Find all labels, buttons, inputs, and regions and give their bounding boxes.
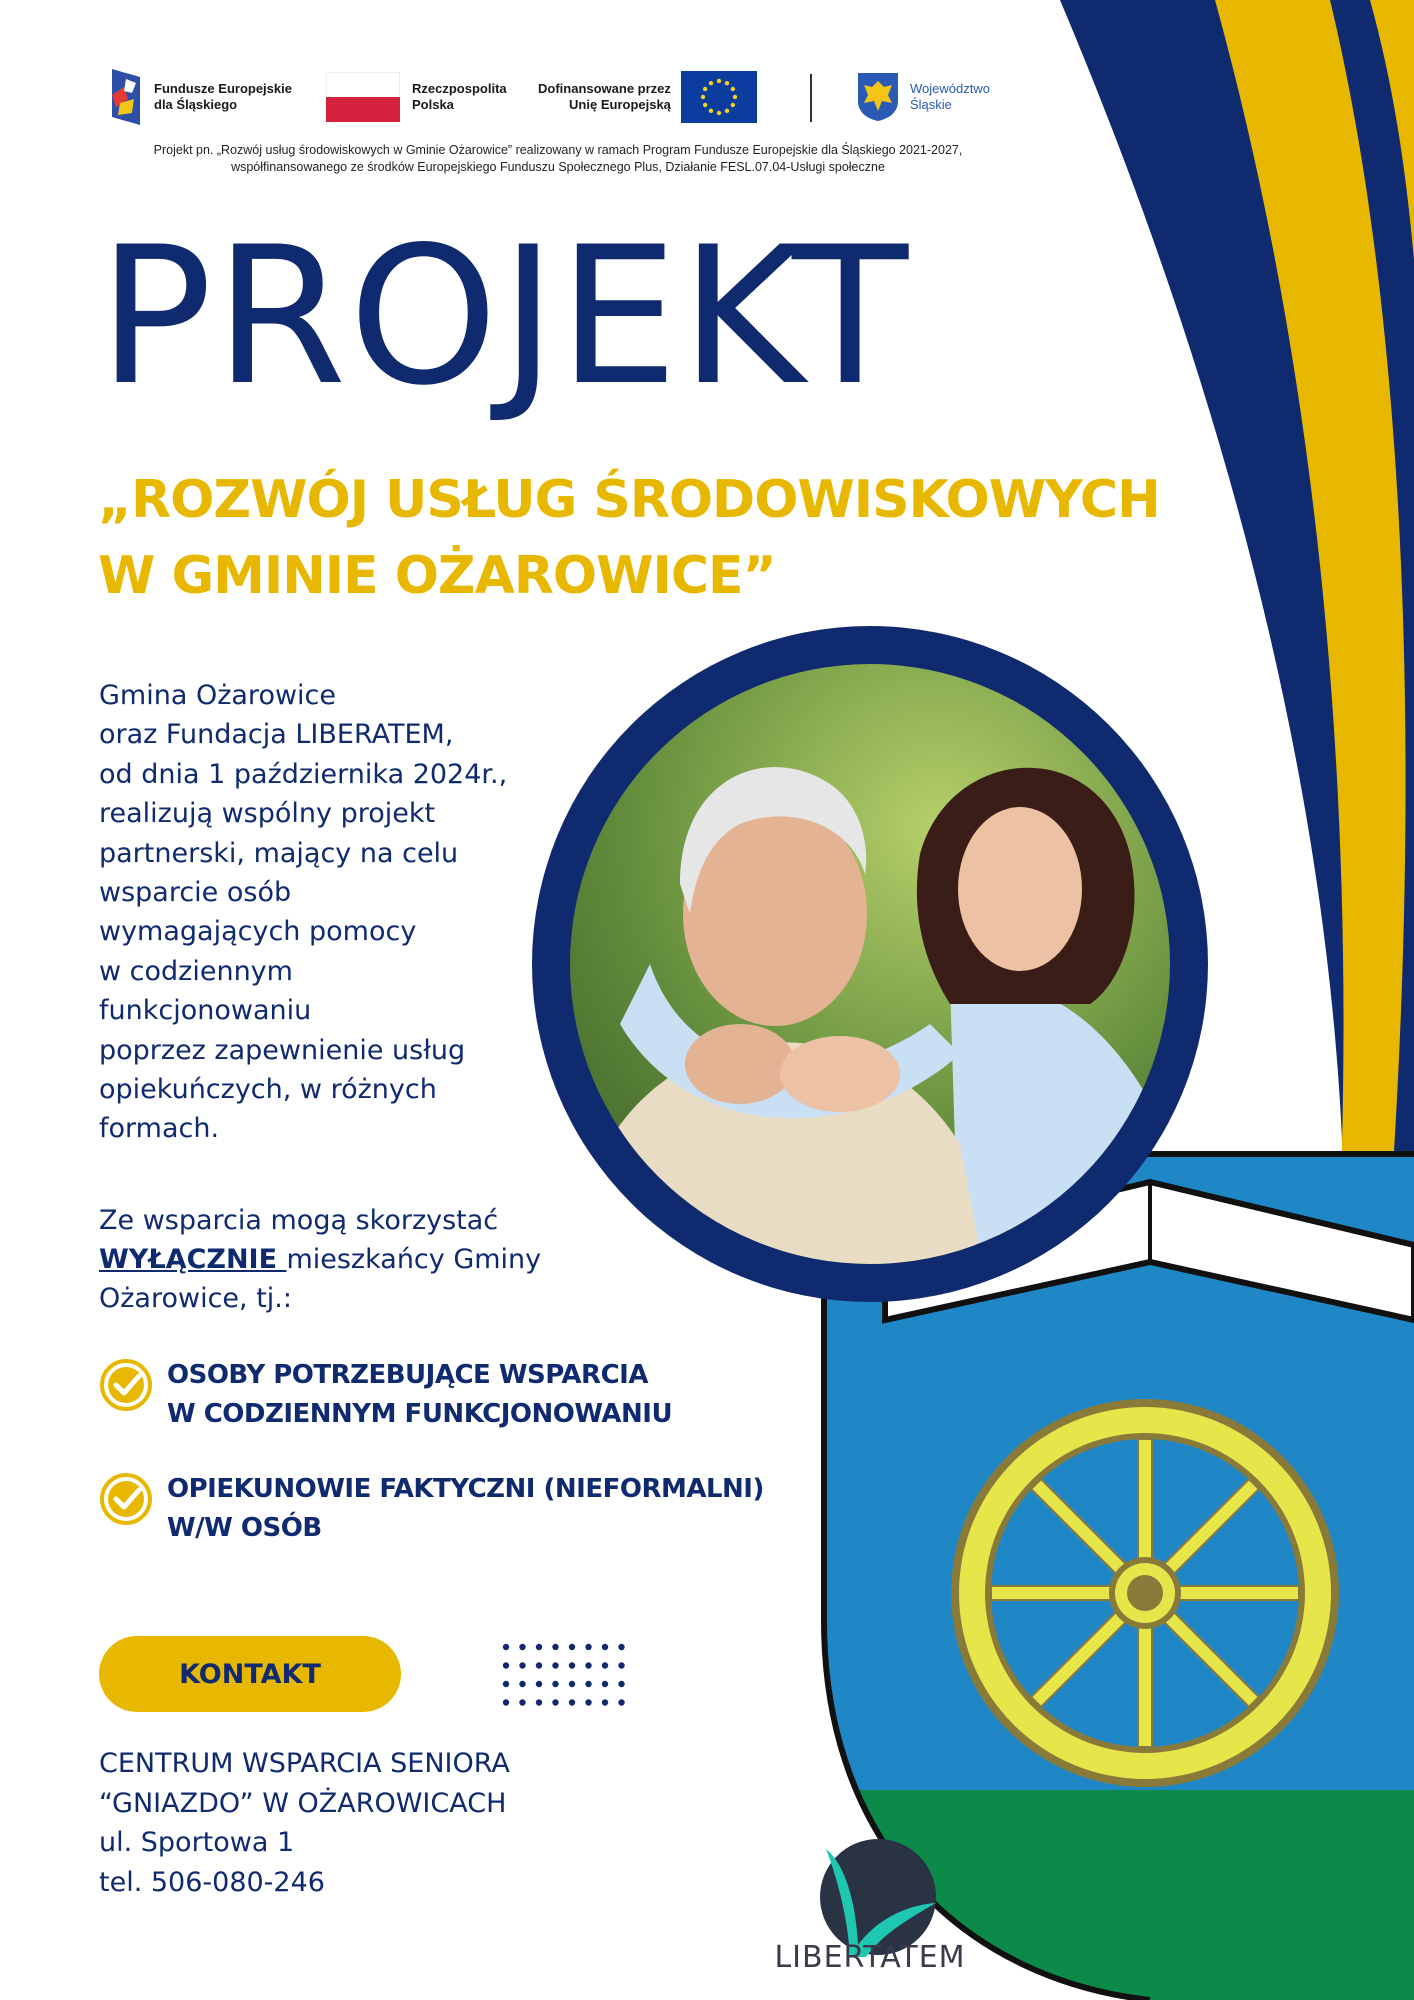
intro-line: wsparcie osób bbox=[99, 877, 292, 909]
eligibility-text bbox=[99, 1201, 569, 1318]
foundation-name: LIBERTATEM bbox=[774, 1940, 966, 1975]
checkmark-icon bbox=[99, 1358, 153, 1412]
seniors-photo bbox=[530, 624, 1210, 1304]
checkmark-icon bbox=[99, 1472, 153, 1526]
intro-line: opiekuńczych, w różnych bbox=[99, 1074, 437, 1106]
intro-line: funkcjonowaniu bbox=[99, 995, 312, 1027]
voivodeship-logo bbox=[856, 64, 990, 130]
eu-funds-label: Fundusze Europejskie dla Śląskiego bbox=[154, 81, 292, 112]
contact-info bbox=[99, 1744, 619, 1902]
contact-address: ul. Sportowa 1 bbox=[99, 1827, 295, 1858]
intro-line: realizują wspólny projekt bbox=[99, 798, 436, 830]
eu-funds-icon bbox=[108, 65, 144, 129]
exclusively-emphasis: WYŁĄCZNIE bbox=[99, 1244, 287, 1275]
contact-center-name-2: “GNIAZDO” W OŻAROWICACH bbox=[99, 1787, 507, 1819]
eu-flag-icon bbox=[681, 71, 757, 123]
eagle-crest-icon bbox=[856, 71, 900, 123]
contact-center-name: CENTRUM WSPARCIA SENIORA bbox=[99, 1748, 510, 1779]
intro-line: Gmina Ożarowice bbox=[99, 680, 337, 711]
project-subtitle bbox=[98, 462, 1198, 614]
eu-funds-logo bbox=[108, 64, 292, 130]
contact-phone[interactable]: tel. 506-080-246 bbox=[99, 1866, 325, 1898]
intro-line: formach. bbox=[99, 1113, 220, 1145]
wheel-icon bbox=[951, 1399, 1339, 1787]
intro-text bbox=[99, 676, 519, 1149]
page-title: PROJEKT bbox=[98, 206, 911, 427]
bullet-item bbox=[99, 1356, 799, 1434]
eligibility-line-3: Ożarowice, tj.: bbox=[99, 1283, 292, 1314]
intro-line: w codziennym bbox=[99, 955, 293, 987]
intro-line: wymagających pomocy bbox=[99, 916, 417, 948]
logo-divider bbox=[810, 74, 812, 122]
eligibility-line-1: Ze wsparcia mogą skorzystać bbox=[99, 1205, 499, 1236]
poland-logo bbox=[326, 64, 507, 130]
dot-grid-decoration bbox=[502, 1643, 626, 1707]
poland-label: Rzeczpospolita Polska bbox=[412, 81, 507, 112]
logo-bar bbox=[108, 64, 1008, 134]
intro-line: od dnia 1 października 2024r., bbox=[99, 758, 508, 790]
funding-note: Projekt pn. „Rozwój usług środowiskowych w Gminie Ożarowice” realizowany w ramach Program Fundusze Europejskie dla Śląskiego 2021-2027, współfinansowanego ze środków Europejskiego Funduszu Społecznego Plus, Działanie FESL.07.04-Usługi społeczne bbox=[153, 143, 963, 174]
bullet-text: OPIEKUNOWIE FAKTYCZNI (NIEFORMALNI) W/W OSÓB bbox=[167, 1474, 764, 1543]
polish-flag-icon bbox=[326, 72, 400, 122]
intro-line: oraz Fundacja LIBERATEM, bbox=[99, 719, 454, 751]
eu-cofinanced-logo bbox=[538, 64, 757, 130]
cofinanced-label: Dofinansowane przez Unię Europejską bbox=[538, 81, 671, 112]
intro-line: poprzez zapewnienie usług bbox=[99, 1034, 466, 1066]
bullet-text: OSOBY POTRZEBUJĄCE WSPARCIA W CODZIENNYM FUNKCJONOWANIU bbox=[167, 1360, 673, 1429]
bullet-item bbox=[99, 1470, 799, 1548]
eligibility-line-2 bbox=[99, 1240, 569, 1279]
contact-button[interactable]: KONTAKT bbox=[99, 1636, 401, 1712]
intro-line: partnerski, mający na celu bbox=[99, 837, 459, 869]
subtitle-line-1: „ROZWÓJ USŁUG ŚRODOWISKOWYCH bbox=[98, 470, 1160, 530]
subtitle-line-2: W GMINIE OŻAROWICE” bbox=[98, 546, 776, 606]
eligibility-line-2-rest: mieszkańcy Gminy bbox=[286, 1244, 542, 1275]
voivodeship-label: Województwo Śląskie bbox=[910, 81, 990, 112]
